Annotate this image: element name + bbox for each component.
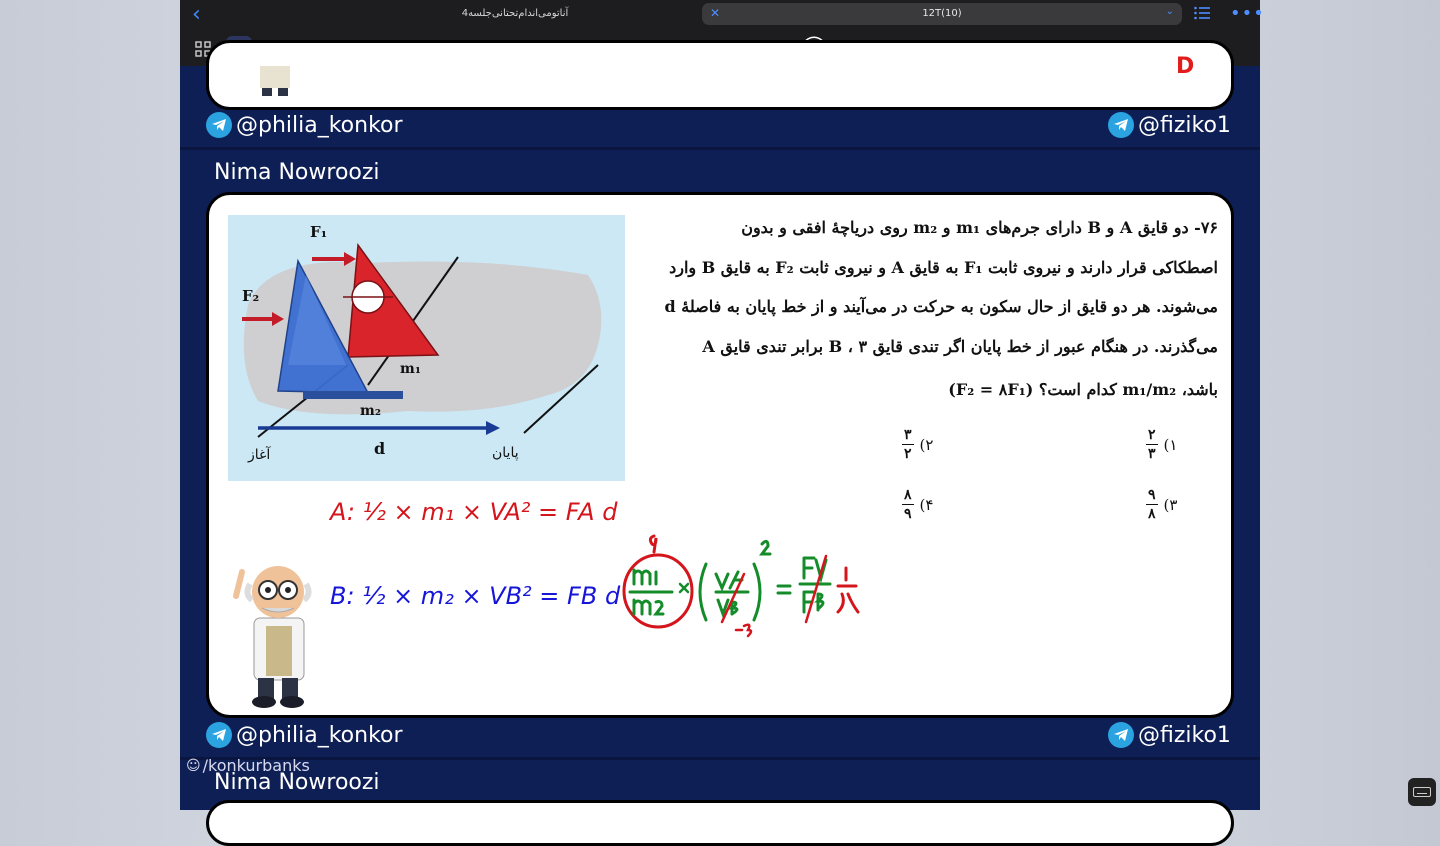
handle-text: @philia_konkor — [236, 112, 403, 138]
handle-text: @philia_konkor — [236, 722, 403, 748]
option-2[interactable] — [902, 426, 933, 463]
telegram-icon — [206, 722, 232, 748]
telegram-handle-left-bottom[interactable] — [206, 722, 403, 748]
document-title: آناتومی‌اندام‌تحتانی‌جلسه4 — [461, 8, 569, 19]
label-f1: F₁ — [310, 223, 328, 241]
telegram-handle-left[interactable] — [206, 112, 403, 138]
question-text — [658, 208, 1218, 410]
label-d: d — [374, 439, 386, 458]
red-mark-fragment: D — [1176, 54, 1195, 79]
option-3[interactable] — [1146, 486, 1177, 523]
keyboard-icon[interactable] — [1408, 778, 1436, 806]
document-tab[interactable] — [702, 3, 1182, 25]
telegram-icon — [1108, 722, 1134, 748]
telegram-handle-right-bottom[interactable] — [1108, 722, 1231, 748]
note-app — [180, 0, 1265, 810]
professor-cartoon — [226, 560, 330, 710]
handwritten-equation-b: B: ½ × m₂ × VB² = FB d — [330, 582, 621, 610]
label-start: آغاز — [248, 447, 271, 463]
label-finish: پایان — [492, 445, 519, 461]
option-4[interactable] — [902, 486, 933, 523]
back-chevron-icon[interactable]: ‹ — [192, 2, 201, 27]
handle-text: @fiziko1 — [1138, 722, 1231, 748]
label-f2: F₂ — [242, 287, 260, 305]
label-m2: m₂ — [360, 403, 381, 419]
author-name: Nima Nowroozi — [214, 160, 380, 185]
chevron-down-icon[interactable]: ⌄ — [1165, 6, 1174, 17]
option-1[interactable] — [1146, 426, 1177, 463]
telegram-icon — [1108, 112, 1134, 138]
option-number: ۳) — [1163, 495, 1178, 514]
option-fraction: $\frac{۲}{۳}$ — [1148, 427, 1156, 462]
question-last-line: باشد، m₁/m₂ کدام است؟ (F₂ = ۸F₁) — [948, 380, 1218, 399]
option-number: ۱) — [1163, 435, 1178, 454]
question-line: اصطکاکی قرار دارند و نیروی ثابت F₁ به قایق A و نیروی ثابت F₂ به قایق B وارد — [669, 257, 1218, 277]
question-line: می‌شوند. هر دو قایق از حال سکون به حرکت در می‌آیند و از خط پایان به فاصلهٔ d — [664, 297, 1218, 316]
option-number: ۴) — [919, 495, 934, 514]
option-fraction: $\frac{۸}{۹}$ — [904, 487, 912, 522]
question-line: می‌گذرند. در هنگام عبور از خط پایان اگر تندی قایق B ، ۳ برابر تندی قایق A — [702, 336, 1218, 356]
page-divider — [180, 757, 1260, 760]
handwritten-equation-a: A: ½ × m₁ × VA² = FA d — [330, 498, 618, 526]
sailboat-figure — [228, 215, 625, 481]
option-fraction: $\frac{۳}{۲}$ — [904, 427, 912, 462]
more-options-icon[interactable]: ••• — [1230, 3, 1265, 24]
page-divider — [180, 147, 1260, 150]
telegram-icon — [206, 112, 232, 138]
option-fraction: $\frac{۹}{۸}$ — [1148, 487, 1156, 522]
watermark-text: /konkurbanks — [202, 756, 310, 775]
label-m1: m₁ — [400, 361, 421, 377]
next-card — [206, 800, 1234, 846]
author-name-bottom: Nima Nowroozi — [214, 770, 380, 795]
handle-text: @fiziko1 — [1138, 112, 1231, 138]
tab-label: 12T(10) — [922, 8, 962, 19]
previous-card — [206, 40, 1234, 110]
telegram-handle-right[interactable] — [1108, 112, 1231, 138]
panda-icon: ☺ — [186, 757, 201, 774]
page-list-icon[interactable] — [1194, 6, 1210, 20]
watermark — [186, 756, 310, 775]
professor-cartoon-top — [240, 66, 310, 98]
close-tab-icon[interactable]: ✕ — [710, 6, 721, 20]
question-line: ۷۶- دو قایق A و B دارای جرم‌های m₁ و m₂ روی دریاچهٔ افقی و بدون — [741, 218, 1218, 237]
handwritten-solution — [620, 530, 900, 640]
option-number: ۲) — [919, 435, 934, 454]
